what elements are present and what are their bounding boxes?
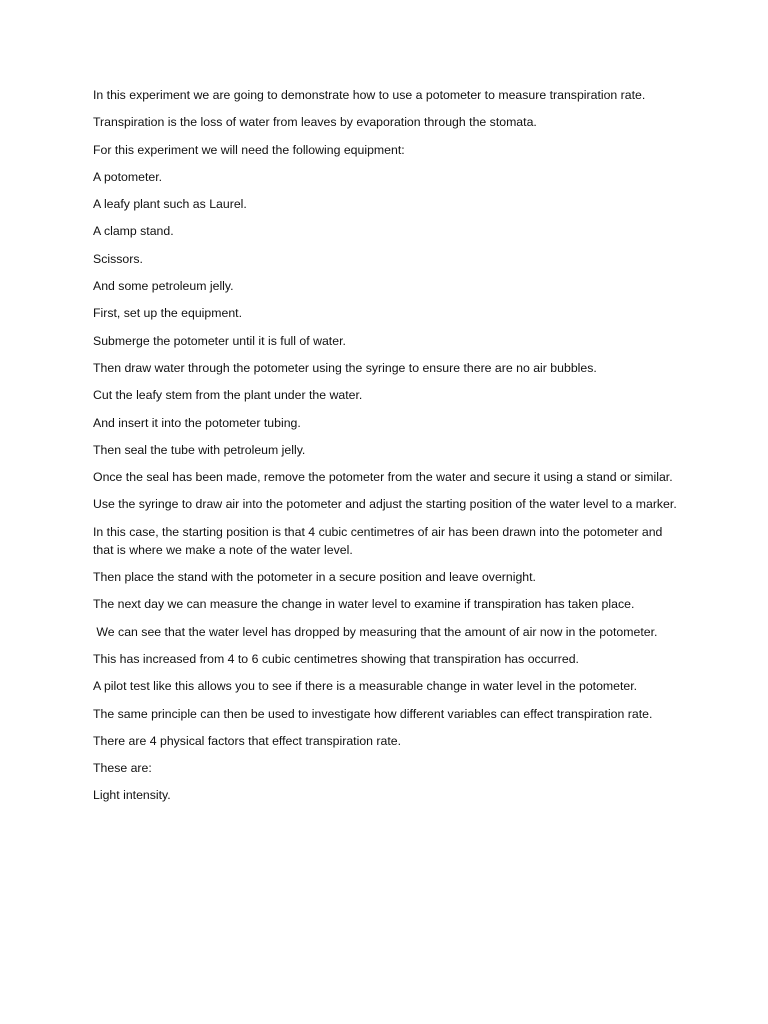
procedure-step: Once the seal has been made, remove the potometer from the water and secure it using a stand or similar. — [93, 470, 673, 485]
equipment-item: A potometer. — [93, 169, 163, 184]
equipment-item: Scissors. — [93, 251, 143, 266]
procedure-step: Then seal the tube with petroleum jelly. — [93, 442, 306, 457]
result-paragraph: We can see that the water level has dropped by measuring that the amount of air now in the potometer. — [93, 624, 658, 639]
equipment-item: A leafy plant such as Laurel. — [93, 197, 247, 212]
procedure-step: Use the syringe to draw air into the potometer and adjust the starting position of the water level to a marker. — [93, 497, 677, 512]
paragraph-equipment-heading: For this experiment we will need the following equipment: — [93, 142, 405, 157]
equipment-item: And some petroleum jelly. — [93, 279, 234, 294]
factors-intro: There are 4 physical factors that effect transpiration rate. — [93, 733, 402, 748]
equipment-item: A clamp stand. — [93, 224, 174, 239]
procedure-step: Submerge the potometer until it is full of water. — [93, 333, 346, 348]
procedure-step: Then draw water through the potometer using the syringe to ensure there are no air bubbles. — [93, 360, 597, 375]
conclusion-paragraph: A pilot test like this allows you to see if there is a measurable change in water level in the potometer. — [93, 679, 638, 694]
document-body — [93, 86, 678, 814]
paragraph-intro: In this experiment we are going to demonstrate how to use a potometer to measure transpiration rate. — [93, 88, 646, 102]
result-paragraph: This has increased from 4 to 6 cubic centimetres showing that transpiration has occurred. — [93, 651, 579, 666]
procedure-step: First, set up the equipment. — [93, 306, 243, 321]
result-paragraph: The next day we can measure the change in water level to examine if transpiration has taken place. — [93, 597, 635, 612]
factors-heading: These are: — [93, 761, 152, 776]
procedure-step: And insert it into the potometer tubing. — [93, 415, 301, 430]
conclusion-paragraph: The same principle can then be used to investigate how different variables can effect transpiration rate. — [93, 706, 653, 721]
procedure-step: Then place the stand with the potometer in a secure position and leave overnight. — [93, 570, 536, 585]
procedure-step: In this case, the starting position is that 4 cubic centimetres of air has been drawn into the potometer and that is where we make a note of the water level. — [93, 524, 666, 557]
factor-item: Light intensity. — [93, 788, 171, 803]
paragraph-definition: Transpiration is the loss of water from leaves by evaporation through the stomata. — [93, 115, 537, 130]
procedure-step: Cut the leafy stem from the plant under the water. — [93, 388, 363, 403]
